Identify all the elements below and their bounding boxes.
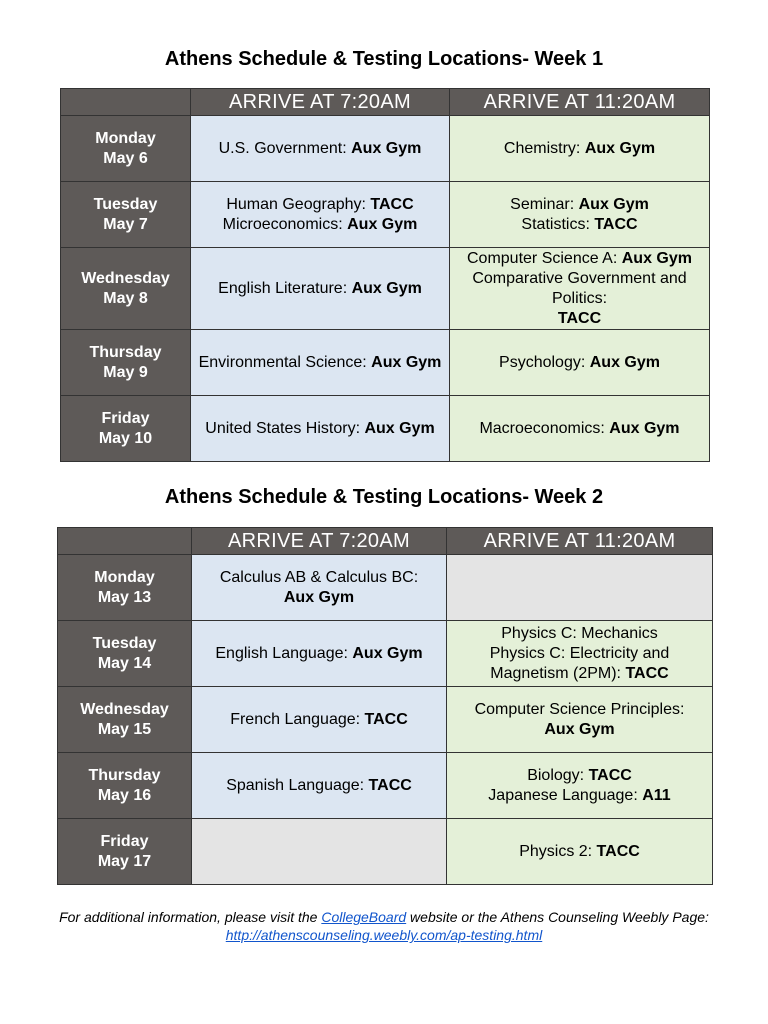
afternoon-exam-cell: Physics 2: TACC xyxy=(447,819,713,885)
afternoon-exam-cell: Computer Science Principles: Aux Gym xyxy=(447,687,713,753)
day-cell: Tuesday May 14 xyxy=(58,621,192,687)
morning-exam-cell: Spanish Language: TACC xyxy=(192,753,447,819)
morning-exam-cell: United States History: Aux Gym xyxy=(191,396,450,462)
day-cell: Thursday May 9 xyxy=(61,330,191,396)
table-row xyxy=(58,753,713,819)
day-cell: Friday May 10 xyxy=(61,396,191,462)
morning-exam-cell: Calculus AB & Calculus BC: Aux Gym xyxy=(192,555,447,621)
table-row xyxy=(61,182,710,248)
morning-exam-cell: English Language: Aux Gym xyxy=(192,621,447,687)
week1-schedule-table xyxy=(60,88,710,462)
table-row xyxy=(61,330,710,396)
arrive-1120-header: ARRIVE AT 11:20AM xyxy=(450,89,710,116)
table-row xyxy=(61,248,710,330)
table-row xyxy=(58,555,713,621)
table-row xyxy=(61,396,710,462)
afternoon-exam-cell: Physics C: Mechanics Physics C: Electricity and Magnetism (2PM): TACC xyxy=(447,621,713,687)
empty-exam-cell xyxy=(192,819,447,885)
table-row xyxy=(58,819,713,885)
footer-text: For additional information, please visit the xyxy=(59,909,322,925)
afternoon-exam-cell: Psychology: Aux Gym xyxy=(450,330,710,396)
morning-exam-cell: English Literature: Aux Gym xyxy=(191,248,450,330)
table-row xyxy=(58,687,713,753)
morning-exam-cell: Environmental Science: Aux Gym xyxy=(191,330,450,396)
afternoon-exam-cell: Computer Science A: Aux Gym Comparative Government and Politics: TACC xyxy=(450,248,710,330)
table-header-row xyxy=(58,528,713,555)
table-row xyxy=(58,621,713,687)
day-cell: Wednesday May 15 xyxy=(58,687,192,753)
arrive-1120-header: ARRIVE AT 11:20AM xyxy=(447,528,713,555)
morning-exam-cell: Human Geography: TACC Microeconomics: Aux Gym xyxy=(191,182,450,248)
weebly-testing-link[interactable]: http://athenscounseling.weebly.com/ap-testing.html xyxy=(225,927,543,943)
arrive-720-header: ARRIVE AT 7:20AM xyxy=(191,89,450,116)
afternoon-exam-cell: Macroeconomics: Aux Gym xyxy=(450,396,710,462)
day-cell: Wednesday May 8 xyxy=(61,248,191,330)
day-cell: Monday May 13 xyxy=(58,555,192,621)
morning-exam-cell: U.S. Government: Aux Gym xyxy=(191,116,450,182)
empty-exam-cell xyxy=(447,555,713,621)
corner-header-cell xyxy=(61,89,191,116)
day-cell: Friday May 17 xyxy=(58,819,192,885)
morning-exam-cell: French Language: TACC xyxy=(192,687,447,753)
day-cell: Thursday May 16 xyxy=(58,753,192,819)
footer-note xyxy=(0,908,768,944)
day-cell: Monday May 6 xyxy=(61,116,191,182)
afternoon-exam-cell: Seminar: Aux Gym Statistics: TACC xyxy=(450,182,710,248)
table-header-row xyxy=(61,89,710,116)
week2-title: Athens Schedule & Testing Locations- Week 2 xyxy=(164,486,604,508)
week1-title: Athens Schedule & Testing Locations- Week 1 xyxy=(164,48,604,70)
day-cell: Tuesday May 7 xyxy=(61,182,191,248)
arrive-720-header: ARRIVE AT 7:20AM xyxy=(192,528,447,555)
afternoon-exam-cell: Chemistry: Aux Gym xyxy=(450,116,710,182)
afternoon-exam-cell: Biology: TACC Japanese Language: A11 xyxy=(447,753,713,819)
collegeboard-link[interactable]: CollegeBoard xyxy=(321,909,407,925)
footer-text: website or the Athens Counseling Weebly Page: xyxy=(406,909,709,925)
table-row xyxy=(61,116,710,182)
corner-header-cell xyxy=(58,528,192,555)
week2-schedule-table xyxy=(57,527,713,885)
